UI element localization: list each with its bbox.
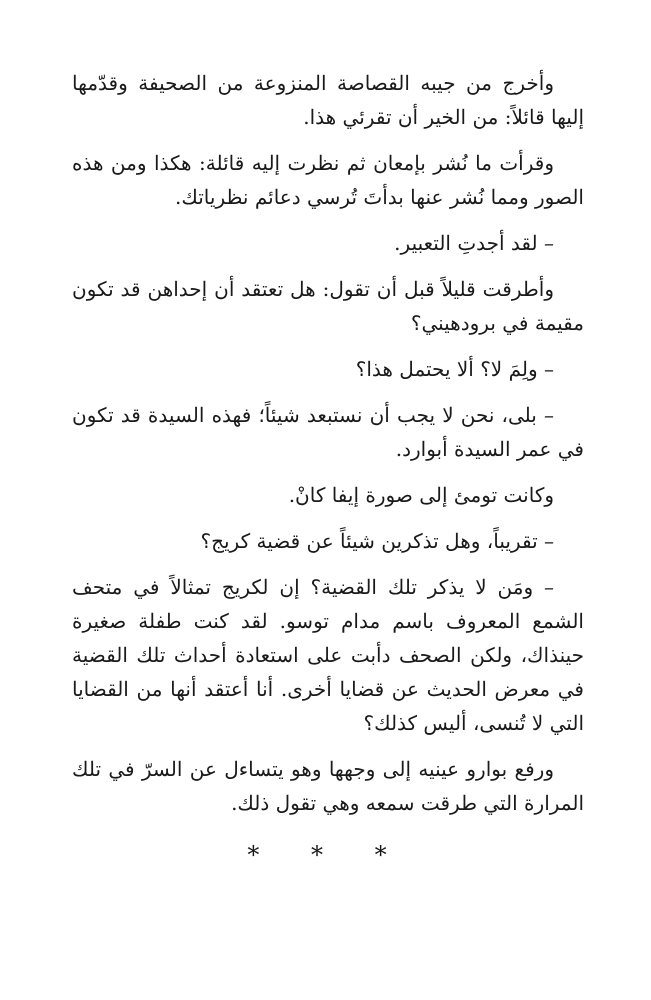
section-break-ornament: * * * [247,841,409,869]
paragraph-2: وقرأت ما نُشر بإمعان ثم نظرت إليه قائلة: هكذا ومن هذه الصور ومما نُشر عنها بدأتَ تُرسي دعائم نظرياتك. [72,151,584,209]
dialogue-line-3: – بلى، نحن لا يجب أن نستبعد شيئاً؛ فهذه السيدة قد تكون في عمر السيدة أبوارد. [72,403,584,461]
paragraph-1: وأخرج من جيبه القصاصة المنزوعة من الصحيفة وقدّمها إليها قائلاً: من الخير أن تقرئي هذا. [72,71,584,129]
dialogue-line-2: – ولِمَ لا؟ ألا يحتمل هذا؟ [355,357,554,381]
page-body [72,66,584,872]
dialogue-line-1: – لقد أجدتِ التعبير. [394,231,554,255]
paragraph-5: ورفع بوارو عينيه إلى وجهها وهو يتساءل عن السرّ في تلك المرارة التي طرقت سمعه وهي تقول ذلك. [72,757,584,815]
dialogue-line-5: – ومَن لا يذكر تلك القضية؟ إن لكريج تمثالاً في متحف الشمع المعروف باسم مدام توسو. لقد كنت طفلة صغيرة حينذاك، ولكن الصحف دأبت على استعادة أحداث تلك القضية في معرض الحديث عن قضايا أخرى. أنا أعتقد أنها من القضايا التي لا تُنسى، أليس كذلك؟ [72,575,584,735]
dialogue-line-4: – تقريباً، وهل تذكرين شيئاً عن قضية كريج؟ [200,529,554,553]
paragraph-4: وكانت تومئ إلى صورة إيفا كانْ. [288,483,554,507]
paragraph-3: وأطرقت قليلاً قبل أن تقول: هل تعتقد أن إحداهن قد تكون مقيمة في برودهيني؟ [72,277,584,335]
